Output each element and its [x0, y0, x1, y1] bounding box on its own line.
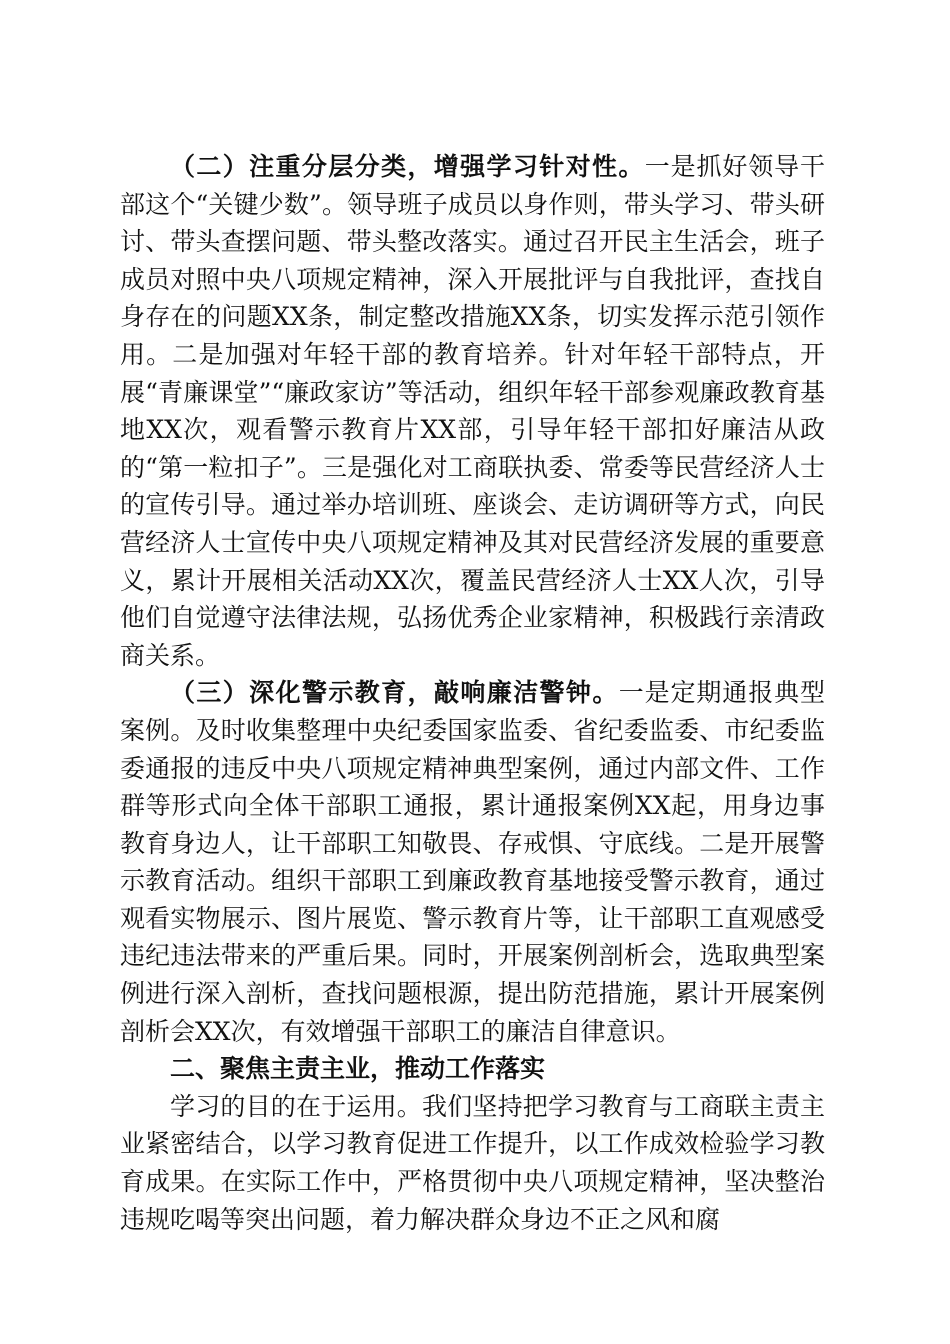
section-3-lead: （三）深化警示教育，敲响廉洁警钟。: [170, 678, 619, 708]
document-page: [120, 148, 825, 1238]
section-2-lead: （二）注重分层分类，增强学习针对性。: [170, 152, 645, 181]
section-2-body: 一是抓好领导干部这个“关键少数”。领导班子成员以身作则，带头学习、带头研讨、带头查摆问题、带头整改落实。通过召开民主生活会，班子成员对照中央八项规定精神，深入开展批评与自我批评，查找自身存在的问题XX条，制定整改措施XX条，切实发挥示范引领作用。二是加强对年轻干部的教育培养。针对年轻干部特点，开展“青廉课堂”“廉政家访”等活动，组织年轻干部参观廉政教育基地XX次，观看警示教育片XX部，引导年轻干部扣好廉洁从政的“第一粒扣子”。三是强化对工商联执委、常委等民营经济人士的宣传引导。通过举办培训班、座谈会、走访调研等方式，向民营经济人士宣传中央八项规定精神及其对民营经济发展的重要意义，累计开展相关活动XX次，覆盖民营经济人士XX人次，引导他们自觉遵守法律法规，弘扬优秀企业家精神，积极践行亲清政商关系。: [120, 152, 825, 670]
section-2-paragraph: [120, 148, 825, 674]
chapter-2-intro-paragraph: 学习的目的在于运用。我们坚持把学习教育与工商联主责主业紧密结合，以学习教育促进工作提升，以工作成效检验学习教育成果。在实际工作中，严格贯彻中央八项规定精神，坚决整治违规吃喝等突出问题，着力解决群众身边不正之风和腐: [120, 1091, 825, 1234]
section-3-paragraph: [120, 674, 825, 1050]
chapter-2-heading: 二、聚焦主责主业，推动工作落实: [170, 1054, 546, 1084]
section-3-body: 一是定期通报典型案例。及时收集整理中央纪委国家监委、省纪委监委、市纪委监委通报的违反中央八项规定精神典型案例，通过内部文件、工作群等形式向全体干部职工通报，累计通报案例XX起，用身边事教育身边人，让干部职工知敬畏、存戒惧、守底线。二是开展警示教育活动。组织干部职工到廉政教育基地接受警示教育，通过观看实物展示、图片展览、警示教育片等，让干部职工直观感受违纪违法带来的严重后果。同时，开展案例剖析会，选取典型案例进行深入剖析，查找问题根源，提出防范措施，累计开展案例剖析会XX次，有效增强干部职工的廉洁自律意识。: [120, 678, 825, 1046]
